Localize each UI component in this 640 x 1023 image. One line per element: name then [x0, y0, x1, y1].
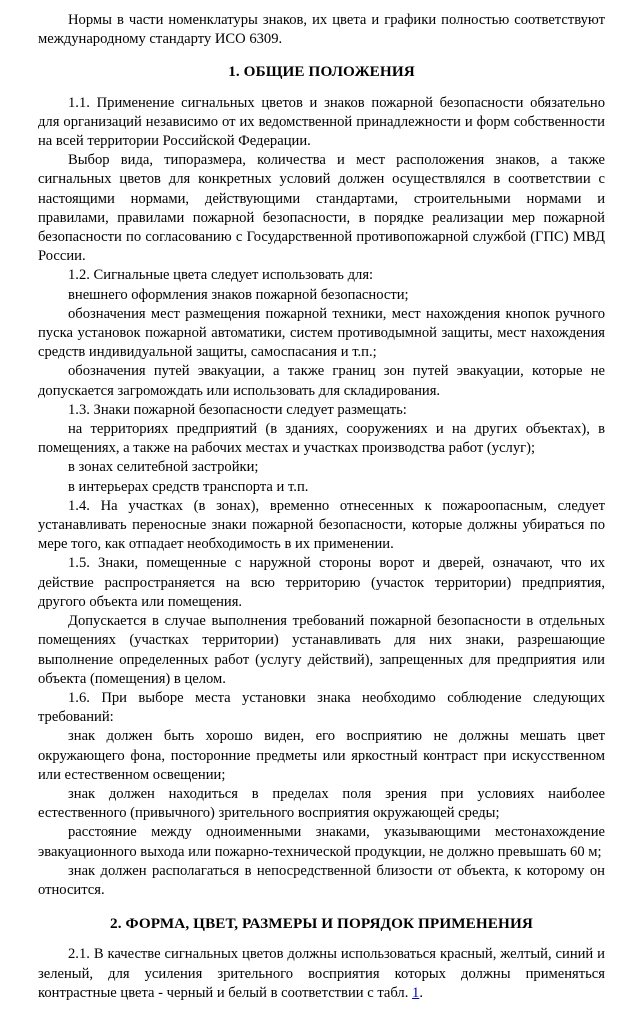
list-item-requirement-3: расстояние между одноименными знаками, указывающими местонахождение эвакуационного выхода или пожарно-технической продукции, не должно превышать 60 м;: [38, 824, 605, 860]
list-item-requirement-1: знак должен быть хорошо виден, его восприятию не должны мешать цвет окружающего фона, посторонние предметы или яркостный контраст при искусственном или естественном освещении;: [38, 728, 605, 783]
paragraph-1-6: 1.6. При выборе места установки знака необходимо соблюдение следующих требований:: [38, 689, 605, 726]
list-item-signal-colors-1: внешнего оформления знаков пожарной безопасности;: [68, 286, 409, 303]
list-item-placement-3: в интерьерах средств транспорта и т.п.: [68, 478, 309, 495]
paragraph-2-1-text-before-link: 2.1. В качестве сигнальных цветов должны использоваться красный, желтый, синий и зеленый, для усиления зрительного восприятия которых должны применяться контрастные цвета - черный и белый в соответствии с табл.: [38, 946, 605, 1001]
paragraph-1-3: 1.3. Знаки пожарной безопасности следует размещать:: [68, 401, 407, 418]
page-bottom-spacer: [38, 1003, 605, 1023]
section-heading-2: 2. ФОРМА, ЦВЕТ, РАЗМЕРЫ И ПОРЯДОК ПРИМЕНЕНИЯ: [110, 915, 533, 933]
list-item-placement-1: на территориях предприятий (в зданиях, сооружениях и на других объектах), в помещениях, а также на рабочих местах и участках производства работ (услуг);: [38, 421, 605, 457]
section-heading-1: 1. ОБЩИЕ ПОЛОЖЕНИЯ: [228, 63, 415, 81]
document-body: [38, 11, 605, 1023]
paragraph-1-5: 1.5. Знаки, помещенные с наружной стороны ворот и дверей, означают, что их действие распространяется на всю территорию (участок территории) предприятия, другого объекта или помещения.: [38, 555, 605, 610]
paragraph-2-1: [38, 945, 605, 1003]
paragraph-1-2: 1.2. Сигнальные цвета следует использовать для:: [68, 267, 374, 284]
paragraph-1-5-b: Допускается в случае выполнения требований пожарной безопасности в отдельных помещениях (участках территории) устанавливать для них знаки, разрешающие выполнение определенных работ (услугу действий), запрещенных для предприятия или объекта (помещения) в целом.: [38, 613, 605, 687]
paragraph-1-1-b: Выбор вида, типоразмера, количества и мест расположения знаков, а также сигнальных цветов для конкретных условий должен осуществлялся в соответствии с настоящими нормами, действующими стандартами, строительными нормами и правилами, правилами пожарной безопасности, в порядке реализации мер пожарной безопасности по согласованию с Государственной противопожарной службой (ГПС) МВД России.: [38, 152, 605, 265]
list-item-placement-2: в зонах селитебной застройки;: [68, 459, 259, 476]
list-item-signal-colors-2: обозначения мест размещения пожарной техники, мест нахождения кнопок ручного пуска установок пожарной автоматики, систем противодымной защиты, мест нахождения средств индивидуальной защиты, самоспасания и т.п.;: [38, 305, 605, 361]
paragraph-1-4: 1.4. На участках (в зонах), временно отнесенных к пожароопасным, следует устанавливать переносные знаки пожарной безопасности, которые должны убираться по мере того, как отпадает необходимость в их применении.: [38, 497, 605, 553]
paragraph-2-1-text-after-link: .: [419, 984, 423, 1001]
table-1-link[interactable]: 1: [412, 984, 420, 1001]
list-item-requirement-2: знак должен находиться в пределах поля зрения при условиях наиболее естественного (привычного) зрительного восприятия окружающей среды;: [38, 785, 605, 822]
list-item-signal-colors-3: обозначения путей эвакуации, а также границ зон путей эвакуации, которые не допускается загромождать или использовать для складирования.: [38, 363, 605, 399]
list-item-requirement-4: знак должен располагаться в непосредственной близости от объекта, к которому он относится.: [38, 862, 605, 898]
intro-paragraph: Нормы в части номенклатуры знаков, их цвета и графики полностью соответствуют международному стандарту ИСО 6309.: [38, 12, 605, 48]
paragraph-1-1: 1.1. Применение сигнальных цветов и знаков пожарной безопасности обязательно для организаций независимо от их ведомственной принадлежности и форм собственности на всей территории Российской Федерации.: [38, 94, 605, 150]
